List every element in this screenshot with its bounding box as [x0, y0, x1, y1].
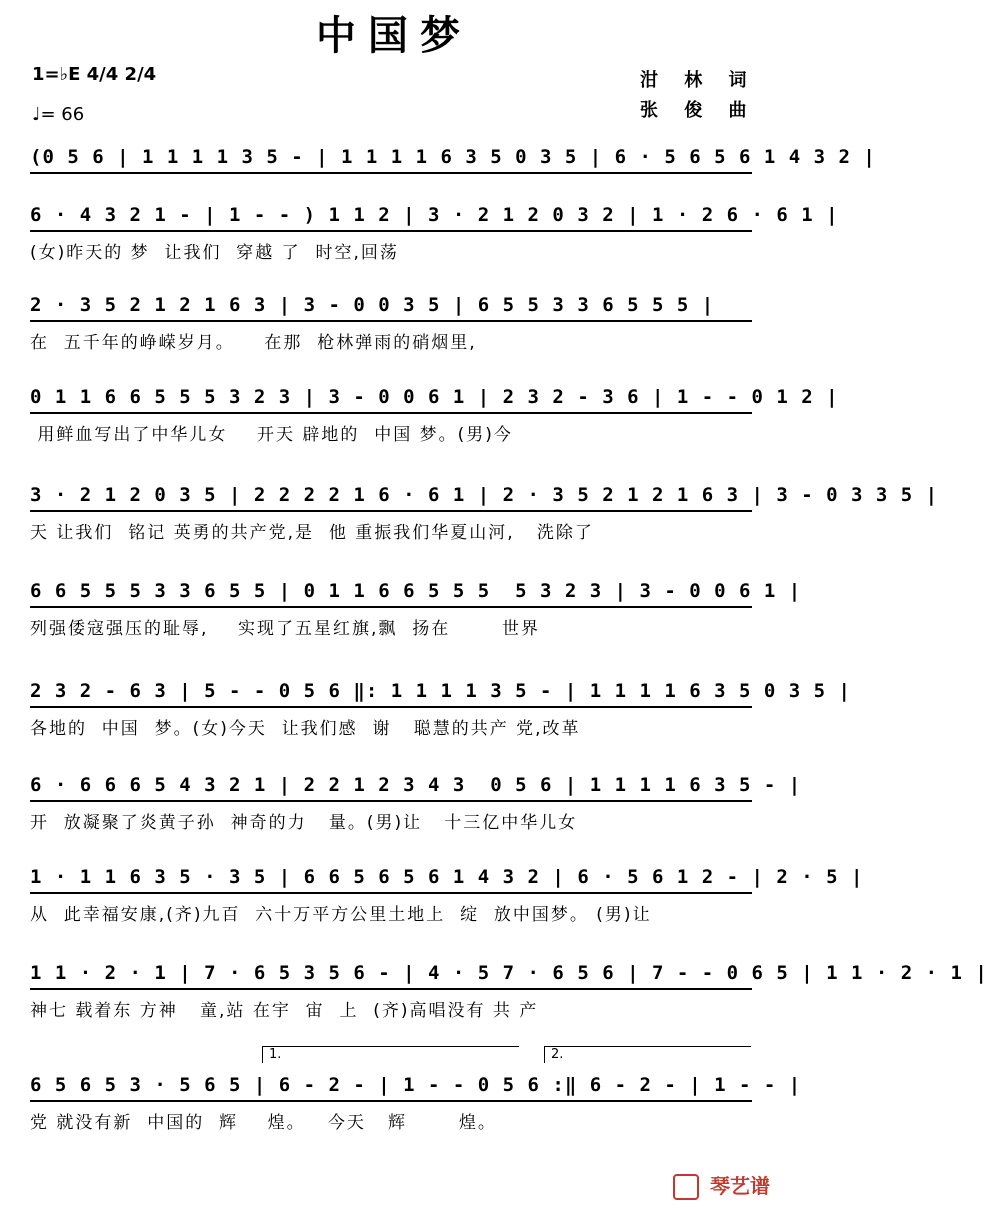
notation-line: 6 · 4 3 2 1 - | 1 - - ) 1 1 2 | 3 · 2 1 2 0 3 2 | 1 · 2 6 · 6 1 |: [30, 200, 752, 232]
lyrics-line: 从 此幸福安康,(齐)九百 六十万平方公里土地上 绽 放中国梦。 (男)让: [30, 905, 652, 925]
notation-line: 6 6 5 5 5 3 3 6 5 5 | 0 1 1 6 6 5 5 5 5 3 2 3 | 3 - 0 0 6 1 |: [30, 576, 752, 608]
lyrics-line: 用鲜血写出了中华儿女 开天 辟地的 中国 梦。(男)今: [30, 425, 513, 445]
score-line-4: [30, 382, 839, 448]
watermark-text: 琴艺谱: [710, 1173, 770, 1198]
first-ending-bracket: 1.: [262, 1046, 519, 1063]
score-line-7: [30, 676, 851, 742]
credits: [640, 66, 757, 126]
notation-line: 3 · 2 1 2 0 3 5 | 2 2 2 2 1 6 · 6 1 | 2 · 3 5 2 1 2 1 6 3 | 3 - 0 3 3 5 |: [30, 480, 752, 512]
lyrics-line: 各地的 中国 梦。(女)今天 让我们感 谢 聪慧的共产 党,改革: [30, 719, 581, 739]
score-line-9: [30, 862, 864, 928]
score-line-1: [30, 142, 876, 208]
score-line-6: [30, 576, 802, 642]
notation-line: 1 · 1 1 6 3 5 · 3 5 | 6 6 5 6 5 6 1 4 3 2 | 6 · 5 6 1 2 - | 2 · 5 |: [30, 862, 752, 894]
score-line-3: [30, 290, 752, 356]
notation-line: 2 3 2 - 6 3 | 5 - - 0 5 6 ‖: 1 1 1 1 3 5 - | 1 1 1 1 6 3 5 0 3 5 |: [30, 676, 752, 708]
notation-line: 6 5 6 5 3 · 5 6 5 | 6 - 2 - | 1 - - 0 5 6 :‖ 6 - 2 - | 1 - - |: [30, 1070, 752, 1102]
notation-line: 2 · 3 5 2 1 2 1 6 3 | 3 - 0 0 3 5 | 6 5 5 3 3 6 5 5 5 |: [30, 290, 752, 322]
notation-line: (0 5 6 | 1 1 1 1 3 5 - | 1 1 1 1 6 3 5 0 3 5 | 6 · 5 6 5 6 1 4 3 2 |: [30, 142, 752, 174]
composer-credit: 张 俊 曲: [640, 100, 757, 121]
song-title: 中国梦: [316, 13, 472, 59]
watermark-logo: [673, 1170, 770, 1201]
score-line-11: [30, 1070, 802, 1136]
lyrics-line: 列强倭寇强压的耻辱, 实现了五星红旗,飘 扬在 世界: [30, 619, 541, 639]
notation-line: 6 · 6 6 6 5 4 3 2 1 | 2 2 1 2 3 4 3 0 5 6 | 1 1 1 1 6 3 5 - |: [30, 770, 752, 802]
lyrics-line: 天 让我们 铭记 英勇的共产党,是 他 重振我们华夏山河, 洗除了: [30, 523, 594, 543]
lyrics-line: 神七 载着东 方神 童,站 在宇 宙 上 (齐)高唱没有 共 产: [30, 1001, 539, 1021]
logo-icon: [673, 1174, 699, 1200]
score-line-5: [30, 480, 939, 546]
lyrics-line: 在 五千年的峥嵘岁月。 在那 枪林弹雨的硝烟里,: [30, 333, 477, 353]
score-line-10: [30, 958, 988, 1024]
tempo-marking: ♩= 66: [32, 104, 85, 125]
score-line-2: [30, 200, 839, 266]
key-signature: 1=♭E 4/4 2/4: [32, 64, 157, 85]
lyricist-credit: 泔 林 词: [640, 70, 757, 91]
lyrics-line: (女)昨天的 梦 让我们 穿越 了 时空,回荡: [30, 243, 399, 263]
lyrics-line: 开 放凝聚了炎黄子孙 神奇的力 量。(男)让 十三亿中华儿女: [30, 813, 578, 833]
notation-line: 1 1 · 2 · 1 | 7 · 6 5 3 5 6 - | 4 · 5 7 · 6 5 6 | 7 - - 0 6 5 | 1 1 · 2 · 1 |: [30, 958, 752, 990]
lyrics-line: 党 就没有新 中国的 辉 煌。 今天 辉 煌。: [30, 1113, 497, 1133]
score-line-8: [30, 770, 802, 836]
notation-line: 0 1 1 6 6 5 5 5 3 2 3 | 3 - 0 0 6 1 | 2 3 2 - 3 6 | 1 - - 0 1 2 |: [30, 382, 752, 414]
second-ending-bracket: 2.: [544, 1046, 751, 1063]
